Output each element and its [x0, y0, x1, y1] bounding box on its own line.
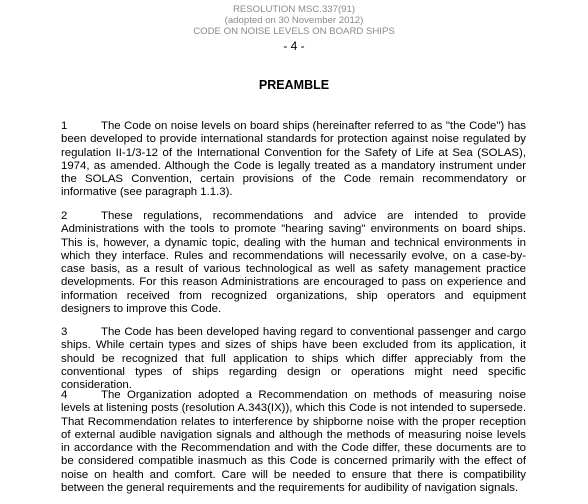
paragraph-1	[61, 120, 526, 200]
header-code-title: CODE ON NOISE LEVELS ON BOARD SHIPS	[193, 26, 395, 37]
paragraph-text: The Organization adopted a Recommendation on methods of measuring noise levels at listening posts (resolution A.343(IX)), which this Code is not intended to supersede. That Recommendation relates to interference by shipborne noise with the proper reception of external audible navigation signals and although the methods of measuring noise levels in accordance with the Recommendation and with the Code differ, these documents are to be considered compatible inasmuch as this Code is concerned primarily with the effect of noise on health and comfort. Care will be needed to ensure that there is compatibility between the general requirements and the requirements for audibility of navigation signals.	[61, 389, 526, 495]
paragraph-text: The Code on noise levels on board ships (hereinafter referred to as "the Code") has been developed to provide international standards for protection against noise regulated by regulation II-1/3-12 of the International Convention for the Safety of Life at Sea (SOLAS), 1974, as amended. Although the Code is legally treated as a mandatory instrument under the SOLAS Convention, certain provisions of the Code remain recommendatory or informative (see paragraph 1.1.3).	[61, 120, 526, 199]
header-resolution: RESOLUTION MSC.337(91)	[232, 4, 356, 15]
section-title: PREAMBLE	[258, 78, 330, 92]
paragraph-number: 3	[61, 326, 68, 338]
paragraph-text: These regulations, recommendations and advice are intended to provide Administrations with the tools to promote "hearing saving" environments on board ships. This is, however, a dynamic topic, dealing with the human and technical environments in which they interface. Rules and recommendations will necessarily evolve, on a case-by-case basis, as a result of various technological as well as safety management practice developments. For this reason Administrations are encouraged to pass on experience and information received from recognized organizations, ship operators and equipment designers to improve this Code.	[61, 210, 526, 316]
paragraph-2	[61, 210, 526, 316]
paragraph-4	[61, 389, 526, 495]
paragraph-3	[61, 326, 526, 392]
header-adoption-date: (adopted on 30 November 2012)	[224, 15, 364, 26]
paragraph-number: 2	[61, 210, 68, 222]
paragraph-text: The Code has been developed having regard to conventional passenger and cargo ships. While certain types and sizes of ships have been excluded from its application, it should be recognized that full application to ships which differ appreciably from the conventional types of ships regarding design or operations might need specific consideration.	[61, 326, 526, 392]
paragraph-number: 1	[61, 120, 68, 132]
page-number: - 4 -	[283, 39, 305, 53]
paragraph-number: 4	[61, 389, 68, 401]
